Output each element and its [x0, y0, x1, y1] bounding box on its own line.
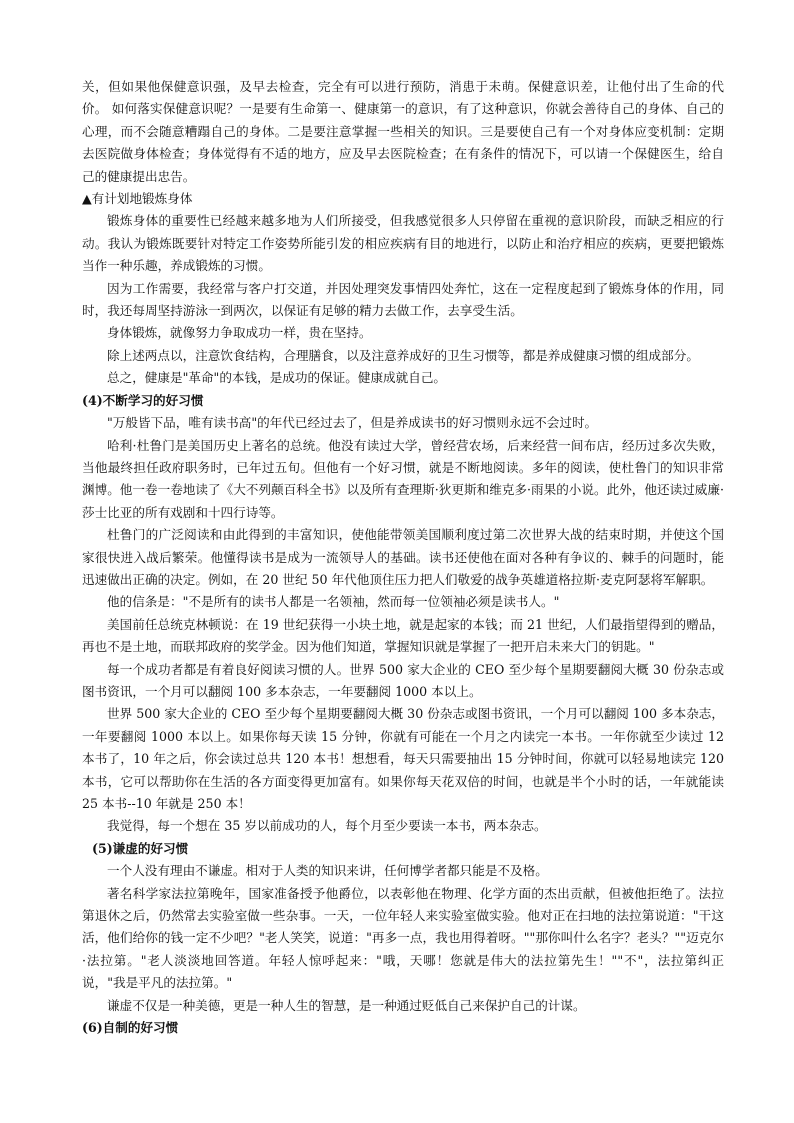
paragraph-modesty-intro: 一个人没有理由不谦虚。相对于人类的知识来讲，任何博学者都只能是不及格。: [107, 863, 548, 879]
paragraph-exercise-persistence: 身体锻炼，就像努力争取成功一样，贵在坚持。: [107, 325, 372, 341]
paragraph-reading-intro: "万般皆下品，唯有读书高"的年代已经过去了，但是养成读书的好习惯则永远不会过时。: [107, 415, 598, 431]
paragraph-clinton: 美国前任总统克林顿说：在 19 世纪获得一小块土地，就是起家的本钱；而 21 世纪，人们最指望得到的赠品，再也不是土地，而联邦政府的奖学金。因为他们知道，掌握知识就是掌握了一把开启未来大门的钥匙。": [82, 616, 724, 655]
paragraph-health-summary: 总之，健康是"革命"的本钱，是成功的保证。健康成就自己。: [107, 370, 447, 386]
section-heading-modesty: (5)谦虚的好习惯: [92, 840, 189, 856]
document-page: [82, 76, 724, 1039]
section-heading-self-control: (6)自制的好习惯: [82, 1020, 179, 1036]
paragraph-modesty-summary: 谦虚不仅是一种美德，更是一种人生的智慧，是一种通过贬低自己来保护自己的计谋。: [107, 997, 586, 1013]
paragraph-reading-math: 世界 500 家大企业的 CEO 至少每个星期要翻阅大概 30 份杂志或图书资讯，一个月可以翻阅 100 多本杂志，一年要翻阅 1000 本以上。如果你每天读 15 分钟，你就有可能在一个月之内读完一本书。一年你就至少读过 12 本书了，10 年之后，你会读过总共 120 本书！想想看，每天只需要抽出 15 分钟时间，你就可以轻易地读完 120 本书，它可以帮助你在生活的各方面变得更加富有。如果你每天花双倍的时间，也就是半个小时的话，一年就能读 25 本书--10 年就是 250 本！: [82, 706, 724, 811]
paragraph-ceo-reading: 每一个成功者都是有着良好阅读习惯的人。世界 500 家大企业的 CEO 至少每个星期要翻阅大概 30 份杂志或图书资讯，一个月可以翻阅 100 多本杂志，一年要翻阅 1000 本以上。: [82, 661, 724, 699]
subheading-exercise: ▲有计划地锻炼身体: [82, 191, 193, 207]
section-heading-learning: (4)不断学习的好习惯: [82, 392, 204, 408]
paragraph-health-awareness: 关，但如果他保健意识强，及早去检查，完全有可以进行预防，消患于未萌。保健意识差，让他付出了生命的代价。 如何落实保健意识呢？一是要有生命第一、健康第一的意识，有了这种意识，你就会善待自己的身体、自己的心理，而不会随意糟蹋自己的身体。二是要注意掌握一些相关的知识。三是要使自己有一个对身体应变机制：定期去医院做身体检查；身体觉得有不适的地方，应及早去医院检查；在有条件的情况下，可以请一个保健医生，给自己的健康提出忠告。: [82, 79, 724, 184]
paragraph-diet-hygiene: 除上述两点以，注意饮食结构，合理膳食，以及注意养成好的卫生习惯等，都是养成健康习惯的组成部分。: [107, 347, 699, 363]
paragraph-exercise-personal: 因为工作需要，我经常与客户打交道，并因处理突发事情四处奔忙，这在一定程度起到了锻炼身体的作用，同时，我还每周坚持游泳一到两次，以保证有足够的精力去做工作，去享受生活。: [82, 280, 724, 319]
paragraph-exercise-importance: 锻炼身体的重要性已经越来越多地为人们所接受，但我感觉很多人只停留在重视的意识阶段，而缺乏相应的行动。我认为锻炼既要针对特定工作姿势所能引发的相应疾病有目的地进行，以防止和治疗相应的疾病，更要把锻炼当作一种乐趣，养成锻炼的习惯。: [82, 213, 724, 274]
paragraph-reading-advice: 我觉得，每一个想在 35 岁以前成功的人，每个月至少要读一本书，两本杂志。: [107, 818, 547, 834]
paragraph-faraday: 著名科学家法拉第晚年，国家准备授予他爵位，以表彰他在物理、化学方面的杰出贡献，但被他拒绝了。法拉第退休之后，仍然常去实验室做一些杂事。一天，一位年轻人来实验室做实验。他对正在扫地的法拉第说道："干这活，他们给你的钱一定不少吧？"老人笑笑，说道："再多一点，我也用得着呀。""那你叫什么名字？老头？""迈克尔·法拉第。"老人淡淡地回答道。年轻人惊呼起来："哦，天哪！您就是伟大的法拉第先生！""不"，法拉第纠正说，"我是平凡的法拉第。": [82, 885, 724, 991]
paragraph-truman: 哈利·杜鲁门是美国历史上著名的总统。他没有读过大学，曾经营农场，后来经营一间布店，经历过多次失败，当他最终担任政府职务时，已年过五旬。但他有一个好习惯，就是不断地阅读。多年的阅读，使杜鲁门的知识非常渊博。他一卷一卷地读了《大不列颠百科全书》以及所有查理斯·狄更斯和维克多·雨果的小说。此外，他还读过威廉·莎士比亚的所有戏剧和十四行诗等。: [82, 437, 724, 520]
paragraph-truman-creed: 他的信条是："不是所有的读书人都是一名领袖，然而每一位领袖必须是读书人。": [107, 594, 560, 610]
paragraph-truman-knowledge: 杜鲁门的广泛阅读和由此得到的丰富知识，使他能带领美国顺利度过第二次世界大战的结束时期，并使这个国家很快进入战后繁荣。他懂得读书是成为一流领导人的基础。读书还使他在面对各种有争议的、棘手的问题时，能迅速做出正确的决定。例如，在 20 世纪 50 年代他顶住压力把人们敬爱的战争英雄道格拉斯·麦克阿瑟将军解职。: [82, 527, 724, 587]
